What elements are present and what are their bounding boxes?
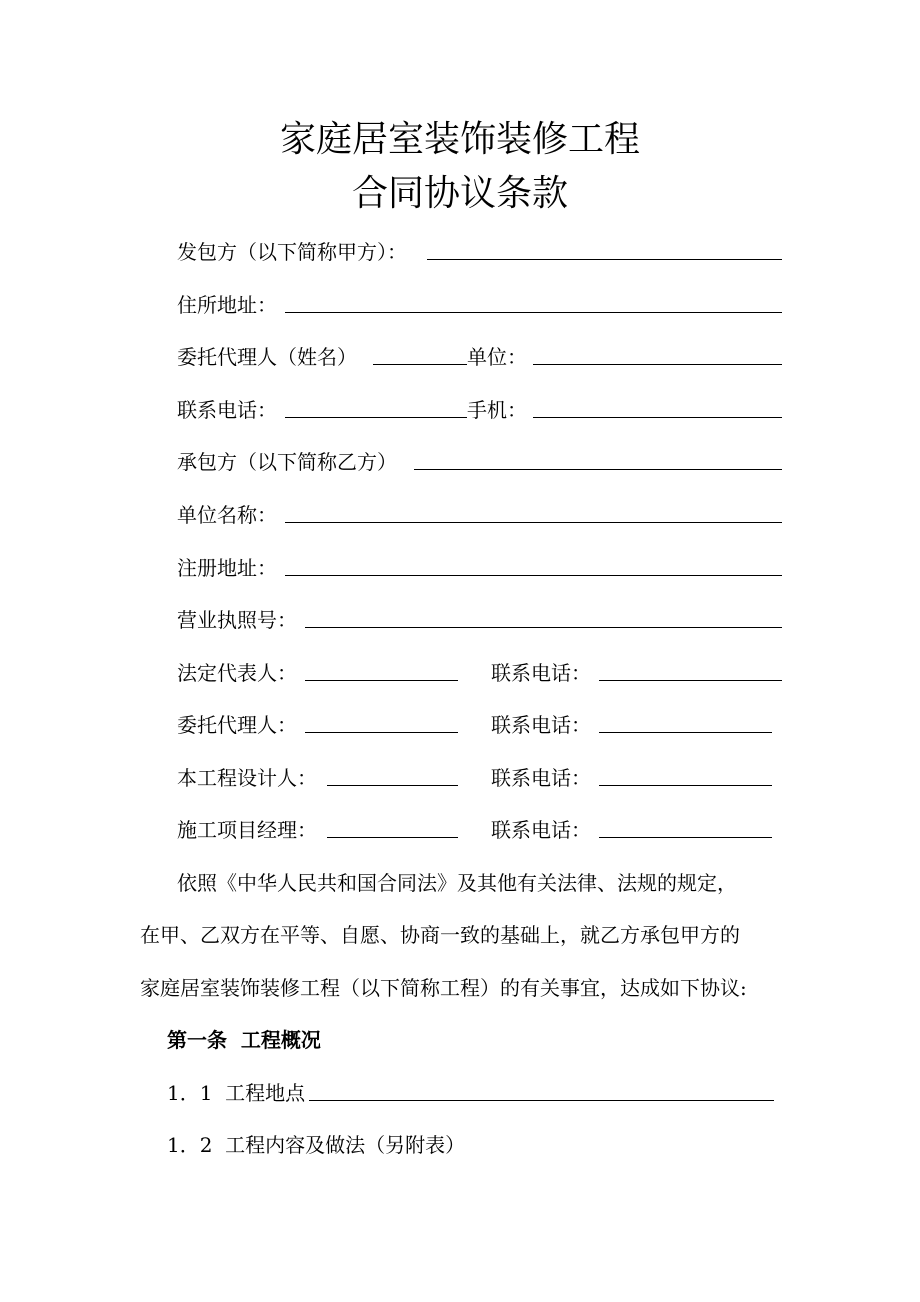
party-a-mobile-label: 手机： [467,398,527,422]
article-1-item-1-label: 1．1 工程地点 [167,1081,306,1105]
preamble-line-3: 家庭居室装饰装修工程（以下简称工程）的有关事宜，达成如下协议: [140,976,747,1000]
party-b-row [177,447,782,477]
party-a-agent-blank[interactable] [373,364,467,365]
article-1-item-1-blank[interactable] [309,1100,774,1101]
document-title-line-1: 家庭居室装饰装修工程 [279,119,640,160]
party-a-phone-row [177,395,782,425]
party-b-legal-rep-phone-label: 联系电话： [491,661,591,685]
party-b-label: 承包方（以下简称乙方） [177,450,397,474]
article-1-item-1-row [167,1078,774,1108]
preamble-line-2: 在甲、乙双方在平等、自愿、协商一致的基础上，就乙方承包甲方的 [140,923,740,947]
party-a-phone-label: 联系电话： [177,398,277,422]
party-b-unit-name-row [177,500,782,530]
party-b-manager-label: 施工项目经理： [177,818,317,842]
party-b-agent-blank[interactable] [305,732,458,733]
party-a-blank[interactable] [427,259,782,260]
party-b-reg-address-label: 注册地址： [177,556,277,580]
party-a-label: 发包方（以下简称甲方）： [177,240,407,264]
party-b-legal-rep-label: 法定代表人： [177,661,297,685]
party-a-agent-label: 委托代理人（姓名） [177,345,357,369]
party-a-unit-blank[interactable] [533,364,782,365]
party-b-legal-rep-phone-blank[interactable] [599,680,782,681]
party-a-address-blank[interactable] [285,312,782,313]
party-b-designer-label: 本工程设计人： [177,766,317,790]
article-1-heading: 第一条 工程概况 [167,1028,321,1052]
party-a-row [177,237,782,267]
party-b-reg-address-row [177,553,782,583]
party-b-agent-phone-blank[interactable] [599,732,772,733]
preamble-line-1: 依照《中华人民共和国合同法》及其他有关法律、法规的规定， [177,871,737,895]
party-b-manager-row [177,815,782,845]
party-a-unit-label: 单位： [467,345,527,369]
party-a-address-label: 住所地址： [177,293,277,317]
party-b-designer-phone-label: 联系电话： [491,766,591,790]
party-a-mobile-blank[interactable] [533,417,782,418]
party-b-agent-phone-label: 联系电话： [491,713,591,737]
party-b-blank[interactable] [414,469,782,470]
party-b-manager-phone-blank[interactable] [599,837,772,838]
party-b-unit-name-label: 单位名称： [177,503,277,527]
party-b-designer-row [177,763,782,793]
party-b-legal-rep-blank[interactable] [305,680,458,681]
party-b-manager-blank[interactable] [327,837,458,838]
party-b-designer-blank[interactable] [327,785,458,786]
party-b-agent-label: 委托代理人： [177,713,297,737]
party-b-manager-phone-label: 联系电话： [491,818,591,842]
party-b-reg-address-blank[interactable] [285,575,782,576]
document-title-line-2: 合同协议条款 [351,173,568,214]
party-a-phone-blank[interactable] [285,417,467,418]
party-b-designer-phone-blank[interactable] [599,785,772,786]
party-a-address-row [177,290,782,320]
party-b-legal-rep-row [177,658,782,688]
party-a-agent-row [177,342,782,372]
party-b-unit-name-blank[interactable] [285,522,782,523]
party-b-license-label: 营业执照号： [177,608,297,632]
party-b-license-row [177,605,782,635]
article-1-item-2: 1．2 工程内容及做法（另附表） [167,1133,466,1157]
party-b-agent-row [177,710,782,740]
party-b-license-blank[interactable] [305,627,782,628]
